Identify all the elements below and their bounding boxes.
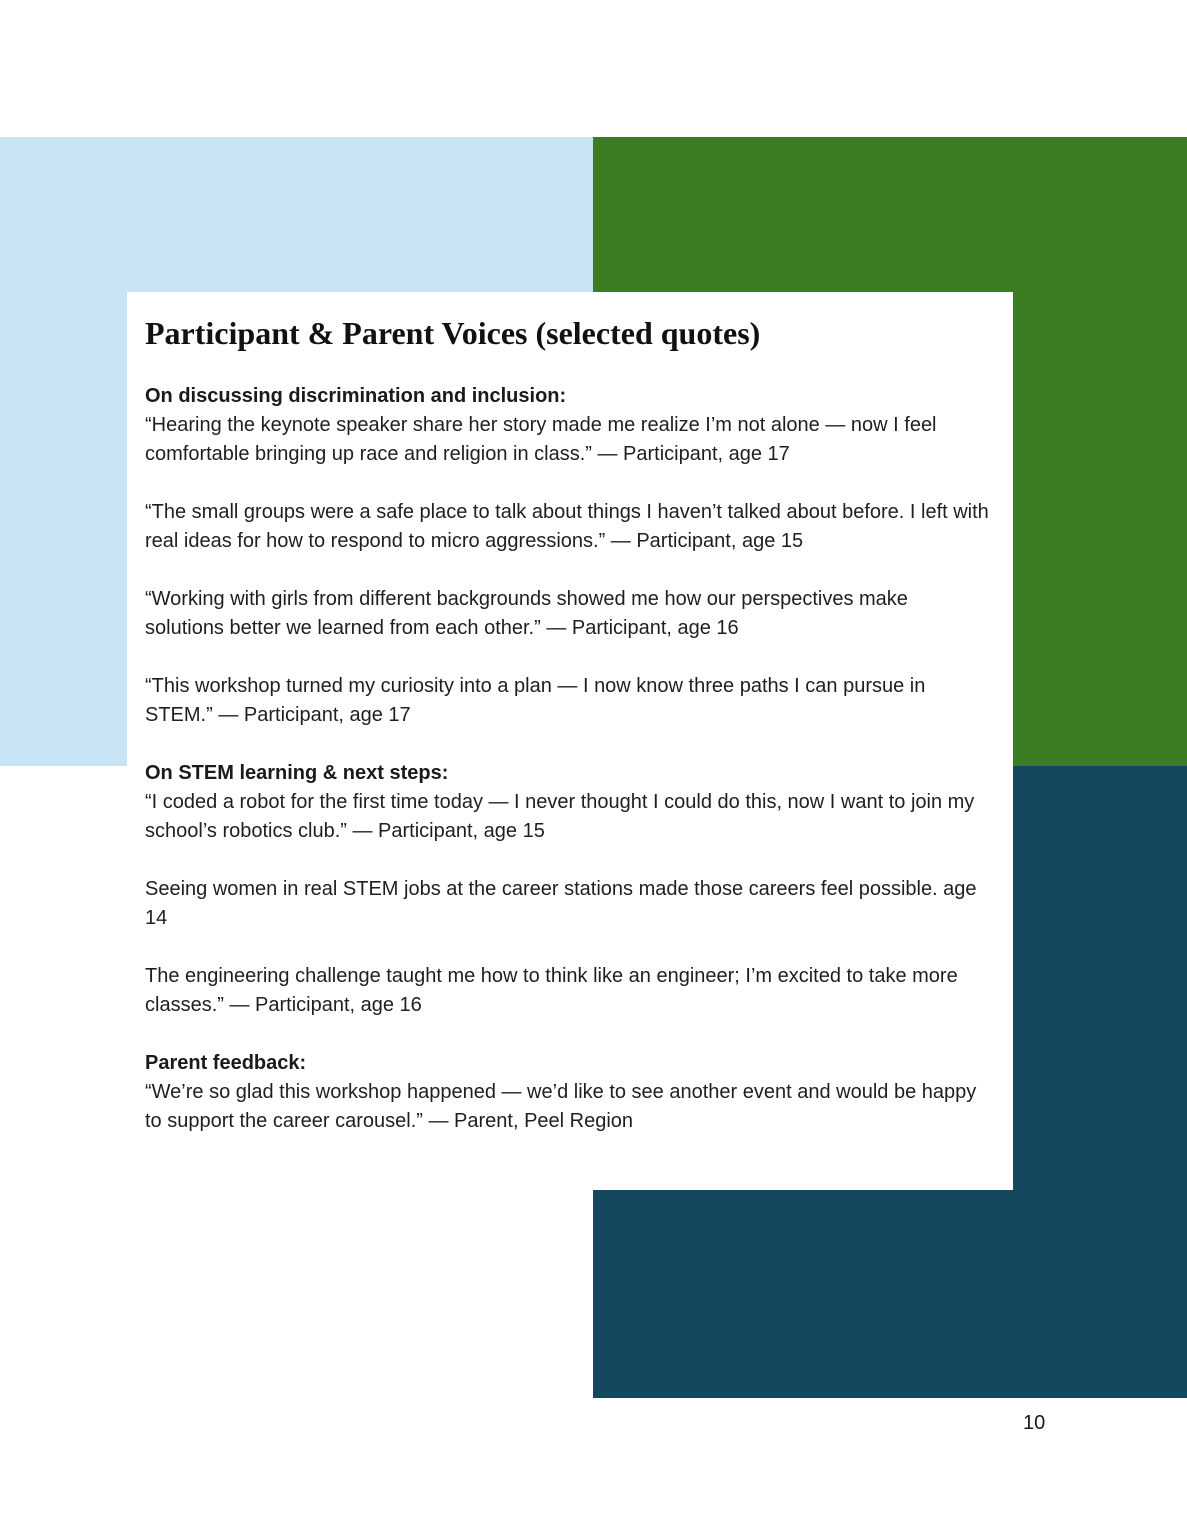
quote-paragraph: “The small groups were a safe place to talk about things I haven’t talked about before. I left with real ideas for how to respond to micro aggressions.” — Participant, age 15 xyxy=(145,501,989,552)
section-parent-feedback xyxy=(145,1049,989,1136)
page-title: Participant & Parent Voices (selected quotes) xyxy=(145,315,761,351)
section-discrimination-inclusion xyxy=(145,382,989,730)
quote-paragraph: “Hearing the keynote speaker share her story made me realize I’m not alone — now I feel comfortable bringing up race and religion in class.” — Participant, age 17 xyxy=(145,414,937,465)
page-number: 10 xyxy=(1023,1412,1046,1434)
section-heading: On STEM learning & next steps: xyxy=(145,762,449,784)
quote-paragraph: Seeing women in real STEM jobs at the career stations made those careers feel possible. age 14 xyxy=(145,878,977,929)
quote-paragraph: The engineering challenge taught me how to think like an engineer; I’m excited to take more classes.” — Participant, age 16 xyxy=(145,965,958,1016)
section-heading: Parent feedback: xyxy=(145,1052,307,1074)
quote-paragraph: “I coded a robot for the first time today — I never thought I could do this, now I want to join my school’s robotics club.” — Participant, age 15 xyxy=(145,791,975,842)
quotes-card xyxy=(127,292,1013,1190)
section-heading: On discussing discrimination and inclusion: xyxy=(145,385,567,407)
quote-paragraph: “We’re so glad this workshop happened — we’d like to see another event and would be happy to support the career carousel.” — Parent, Peel Region xyxy=(145,1081,977,1132)
quote-paragraph: “Working with girls from different backgrounds showed me how our perspectives make solutions better we learned from each other.” — Participant, age 16 xyxy=(145,588,908,639)
section-stem-learning xyxy=(145,759,989,1020)
quote-paragraph: “This workshop turned my curiosity into a plan — I now know three paths I can pursue in STEM.” — Participant, age 17 xyxy=(145,675,926,726)
